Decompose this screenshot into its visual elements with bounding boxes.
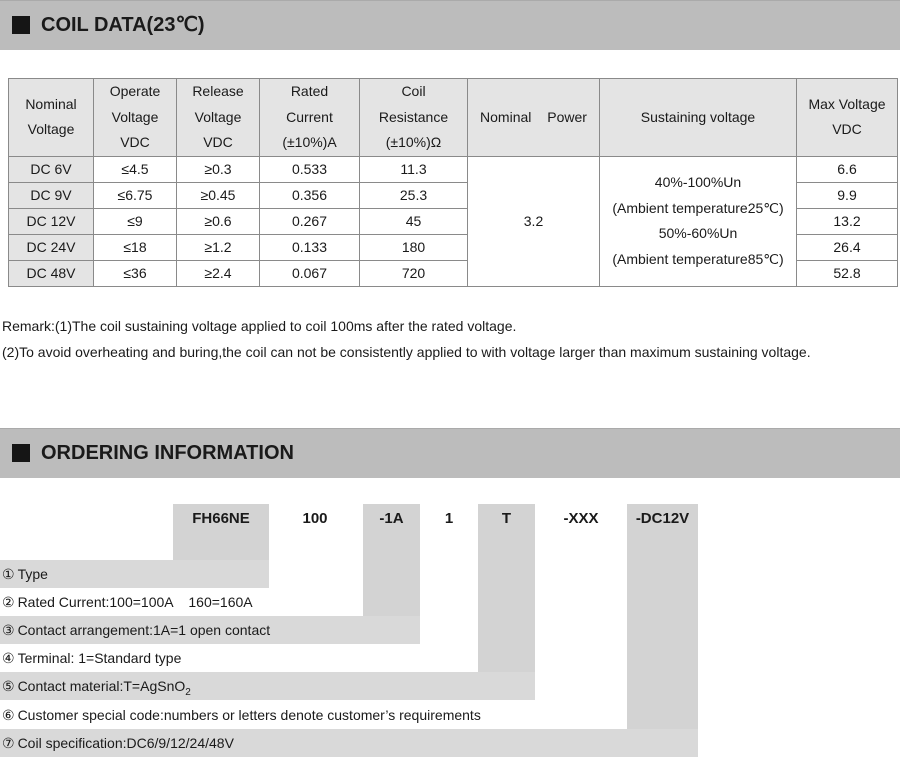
ordering-info-header bbox=[0, 428, 900, 478]
cell-operate: ≤9 bbox=[94, 208, 177, 234]
section-square-icon bbox=[12, 444, 30, 462]
cell-current: 0.356 bbox=[260, 182, 360, 208]
table-header-row bbox=[9, 79, 898, 157]
cell-resistance: 25.3 bbox=[360, 182, 468, 208]
ordering-item-type: ① Type bbox=[0, 560, 269, 588]
cell-max: 6.6 bbox=[797, 156, 898, 182]
code-type: FH66NE bbox=[192, 510, 250, 527]
cell-max: 9.9 bbox=[797, 182, 898, 208]
remark-1: Remark:(1)The coil sustaining voltage applied to coil 100ms after the rated voltage. bbox=[2, 318, 517, 334]
cell-release: ≥0.3 bbox=[177, 156, 260, 182]
cell-nominal: DC 12V bbox=[9, 208, 94, 234]
header-rated-current: Rated Current (±10%)A bbox=[260, 79, 360, 157]
cell-resistance: 720 bbox=[360, 260, 468, 286]
cell-operate: ≤18 bbox=[94, 234, 177, 260]
coil-data-title: COIL DATA(23℃) bbox=[41, 14, 205, 36]
cell-resistance: 11.3 bbox=[360, 156, 468, 182]
cell-sustaining-voltage: 40%-100%Un (Ambient temperature25℃) 50%-60%Un (Ambient temperature85℃) bbox=[600, 156, 797, 286]
ordering-item-contact-material: ⑤ Contact material:T=AgSnO$_2$ bbox=[0, 672, 535, 700]
header-nominal-voltage: Nominal Voltage bbox=[9, 79, 94, 157]
cell-nominal: DC 48V bbox=[9, 260, 94, 286]
ordering-item-coil-spec: ⑦ Coil specification:DC6/9/12/24/48V bbox=[0, 729, 698, 757]
cell-operate: ≤6.75 bbox=[94, 182, 177, 208]
cell-release: ≥0.45 bbox=[177, 182, 260, 208]
ordering-info-title: ORDERING INFORMATION bbox=[41, 442, 294, 464]
code-coil: -DC12V bbox=[635, 510, 690, 527]
header-max-voltage: Max Voltage VDC bbox=[797, 79, 898, 157]
table-row bbox=[9, 156, 898, 182]
cell-release: ≥1.2 bbox=[177, 234, 260, 260]
cell-current: 0.067 bbox=[260, 260, 360, 286]
code-material: T bbox=[501, 510, 512, 527]
ordering-item-terminal: ④ Terminal: 1=Standard type bbox=[2, 650, 182, 666]
cell-nominal: DC 9V bbox=[9, 182, 94, 208]
code-terminal: 1 bbox=[444, 510, 454, 527]
cell-release: ≥0.6 bbox=[177, 208, 260, 234]
cell-resistance: 180 bbox=[360, 234, 468, 260]
coil-data-header bbox=[0, 0, 900, 50]
header-coil-resistance: Coil Resistance (±10%)Ω bbox=[360, 79, 468, 157]
code-current: 100 bbox=[302, 510, 328, 527]
code-customer: -XXX bbox=[563, 510, 599, 527]
cell-nominal-power: 3.2 bbox=[468, 156, 600, 286]
code-contact: -1A bbox=[379, 510, 404, 527]
header-release-voltage: Release Voltage VDC bbox=[177, 79, 260, 157]
cell-resistance: 45 bbox=[360, 208, 468, 234]
coil-data-table bbox=[8, 78, 898, 287]
code-box-coil bbox=[627, 504, 698, 756]
cell-operate: ≤4.5 bbox=[94, 156, 177, 182]
cell-release: ≥2.4 bbox=[177, 260, 260, 286]
cell-nominal: DC 6V bbox=[9, 156, 94, 182]
cell-max: 26.4 bbox=[797, 234, 898, 260]
section-square-icon bbox=[12, 16, 30, 34]
cell-operate: ≤36 bbox=[94, 260, 177, 286]
ordering-item-rated-current: ② Rated Current:100=100A 160=160A bbox=[2, 594, 253, 610]
cell-current: 0.533 bbox=[260, 156, 360, 182]
cell-current: 0.133 bbox=[260, 234, 360, 260]
ordering-item-customer-code: ⑥ Customer special code:numbers or letters denote customer’s requirements bbox=[2, 707, 481, 723]
cell-max: 52.8 bbox=[797, 260, 898, 286]
cell-nominal: DC 24V bbox=[9, 234, 94, 260]
ordering-item-contact-arrangement: ③ Contact arrangement:1A=1 open contact bbox=[0, 616, 420, 644]
remark-2: (2)To avoid overheating and buring,the coil can not be consistently applied to with voltage larger than maximum sustaining voltage. bbox=[2, 344, 811, 360]
header-operate-voltage: Operate Voltage VDC bbox=[94, 79, 177, 157]
cell-current: 0.267 bbox=[260, 208, 360, 234]
header-sustaining-voltage: Sustaining voltage bbox=[600, 79, 797, 157]
header-nominal-power: Nominal Power bbox=[468, 79, 600, 157]
cell-max: 13.2 bbox=[797, 208, 898, 234]
code-box-material bbox=[478, 504, 535, 700]
